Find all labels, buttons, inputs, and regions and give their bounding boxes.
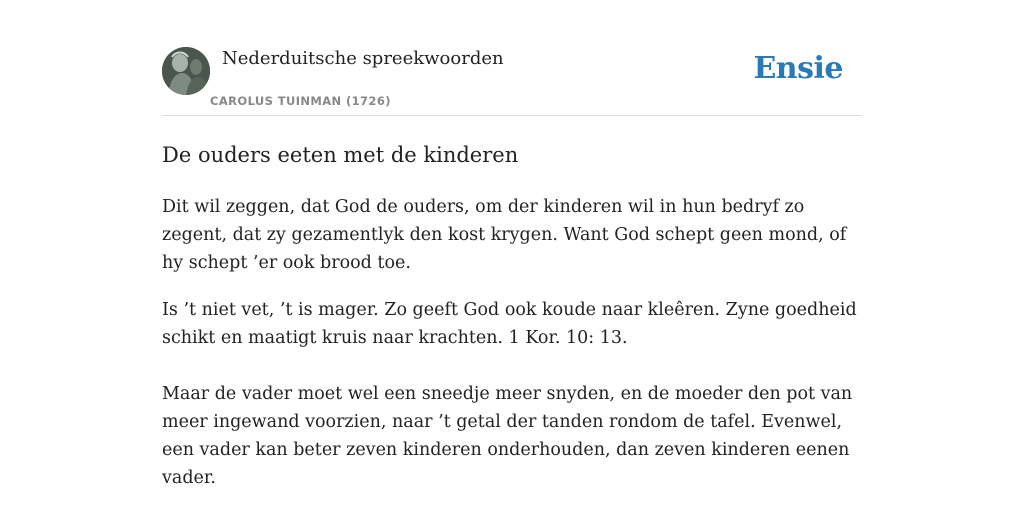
ensie-logo[interactable]: Ensie (753, 51, 843, 86)
entry-paragraph-2: Is ’t niet vet, ’t is mager. Zo geeft God ook koude naar kleêren. Zyne goedheid schikt en maatigt kruis naar krachten. 1 Kor. 10: 13. (162, 300, 857, 348)
header (162, 47, 862, 116)
portrait-icon (162, 47, 210, 95)
book-avatar[interactable] (162, 47, 210, 95)
book-title[interactable]: Nederduitsche spreekwoorden (222, 48, 504, 69)
entry-card (162, 47, 862, 492)
author-name[interactable]: CAROLUS TUINMAN (1726) (210, 94, 391, 108)
entry-title: De ouders eeten met de kinderen (162, 143, 519, 167)
entry-paragraph-1: Dit wil zeggen, dat God de ouders, om der kinderen wil in hun bedryf zo zegent, dat zy gezamentlyk den kost krygen. Want God schept geen mond, of hy schept ’er ook brood toe. (162, 197, 847, 273)
entry-paragraph-3: Maar de vader moet wel een sneedje meer snyden, en de moeder den pot van meer ingewand voorzien, naar ’t getal der tanden rondom de tafel. Evenwel, een vader kan beter zeven kinderen onderhouden, dan zeven kinderen eenen vader. (162, 384, 853, 488)
